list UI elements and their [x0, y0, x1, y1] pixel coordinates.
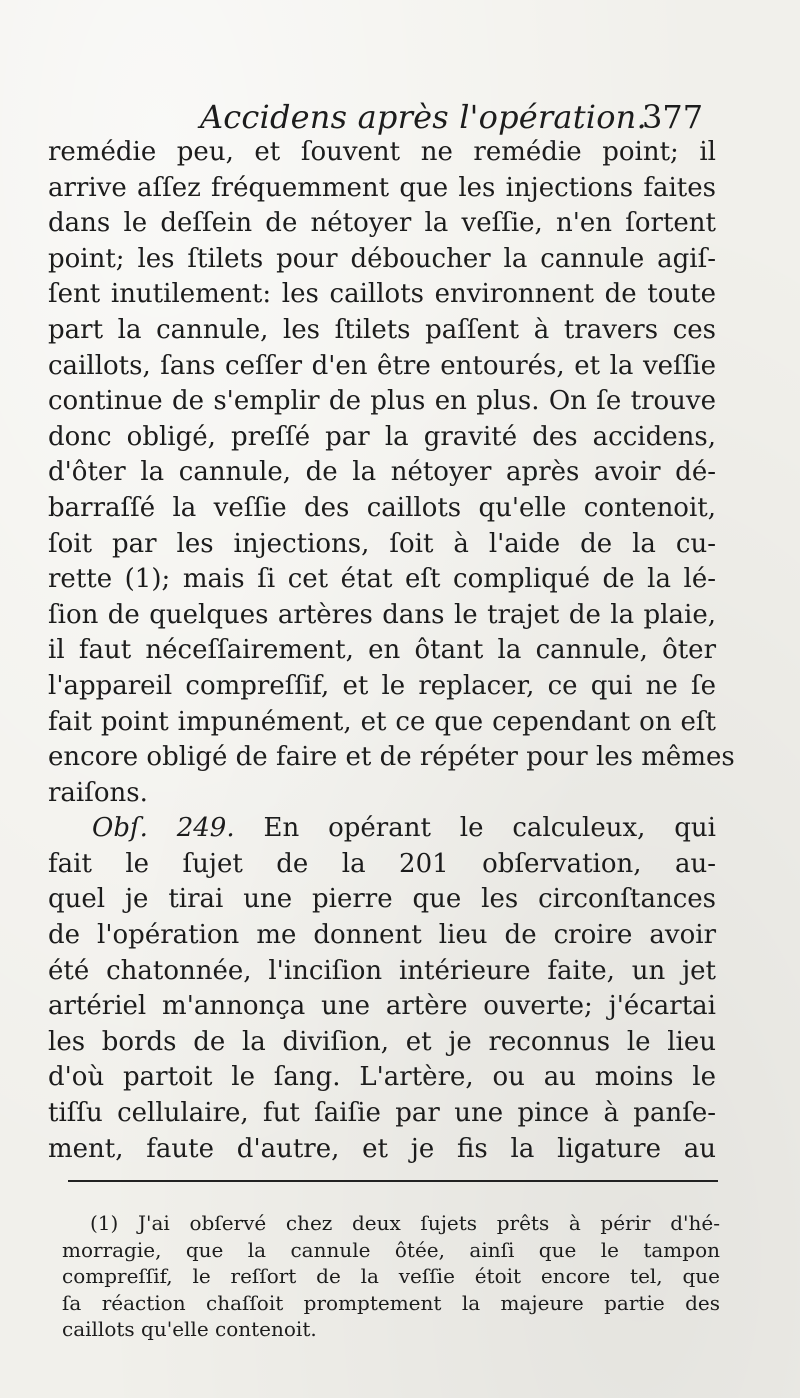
text-line: dans le deſſein de nétoyer la veſſie, n'en ſortent: [48, 208, 716, 239]
running-title: Accidens après l'opération.: [200, 98, 647, 136]
text-line: d'où partoit le ſang. L'artère, ou au moins le: [48, 1062, 716, 1093]
text-line: artériel m'annonça une artère ouverte; j'écartai: [48, 991, 716, 1022]
text-line: il faut néceſſairement, en ôtant la cannule, ôter: [48, 635, 716, 666]
footnote-line: morragie, que la cannule ôtée, ainſi que le tampon: [62, 1237, 720, 1262]
text-line: point; les ſtilets pour déboucher la cannule agiſ-: [48, 243, 716, 274]
text-line: d'ôter la cannule, de la nétoyer après avoir dé-: [48, 457, 716, 488]
text-line: tiſſu cellulaire, fut ſaiſie par une pince à panſe-: [48, 1098, 716, 1129]
footnote-line: compreſſif, le reſſort de la veſſie étoit encore tel, que: [62, 1264, 720, 1288]
text-line: rette (1); mais ſi cet état eſt compliqué de la lé-: [48, 564, 716, 595]
text-line: continue de s'emplir de plus en plus. On ſe trouve: [48, 386, 716, 417]
text-line: caillots, ſans ceſſer d'en être entourés, et la veſſie: [48, 350, 716, 381]
text-line: les bords de la diviſion, et je reconnus le lieu: [48, 1026, 716, 1057]
page-number: 377: [642, 98, 704, 136]
footnote-line: ſa réaction chaſſoit promptement la majeure partie des: [62, 1290, 720, 1315]
text-line: ſent inutilement: les caillots environnent de toute: [48, 279, 716, 310]
text-line: arrive aſſez fréquemment que les injections faites: [48, 172, 716, 203]
text-line: quel je tirai une pierre que les circonſtances: [48, 884, 716, 915]
text-line: raiſons.: [48, 777, 148, 808]
footnote: [62, 1210, 720, 1343]
text-line: part la cannule, les ſtilets paſſent à travers ces: [48, 314, 716, 345]
observation-label: Obſ. 249.: [92, 813, 235, 844]
observation-first-line: En opérant le calculeux, qui: [263, 813, 716, 844]
text-line: ment, faute d'autre, et je fis la ligature au: [48, 1133, 716, 1164]
text-line: encore obligé de faire et de répéter pour les mêmes: [48, 742, 735, 773]
observation-heading-line: [48, 811, 716, 847]
text-line: fait point impunément, et ce que cependant on eſt: [48, 706, 716, 737]
text-line: remédie peu, et ſouvent ne remédie point; il: [48, 137, 716, 167]
text-line: de l'opération me donnent lieu de croire avoir: [48, 920, 716, 951]
text-line: été chatonnée, l'inciſion intérieure faite, un jet: [48, 955, 716, 986]
footnote-line: caillots qu'elle contenoit.: [62, 1317, 317, 1341]
text-line: donc obligé, preſſé par la gravité des accidens,: [48, 421, 716, 452]
footnote-divider: [68, 1180, 718, 1182]
text-line: l'appareil compreſſif, et le replacer, ce qui ne ſe: [48, 670, 716, 701]
text-line: barraſſé la veſſie des caillots qu'elle contenoit,: [48, 492, 716, 523]
text-line: ſoit par les injections, ſoit à l'aide de la cu-: [48, 528, 716, 559]
footnote-line: (1) J'ai obſervé chez deux ſujets prêts à périr d'hé-: [90, 1211, 720, 1235]
text-line: fait le ſujet de la 201 obſervation, au-: [48, 848, 716, 879]
page-header: [0, 98, 800, 138]
body-text: [48, 135, 735, 1167]
text-line: ſion de quelques artères dans le trajet de la plaie,: [48, 599, 716, 630]
